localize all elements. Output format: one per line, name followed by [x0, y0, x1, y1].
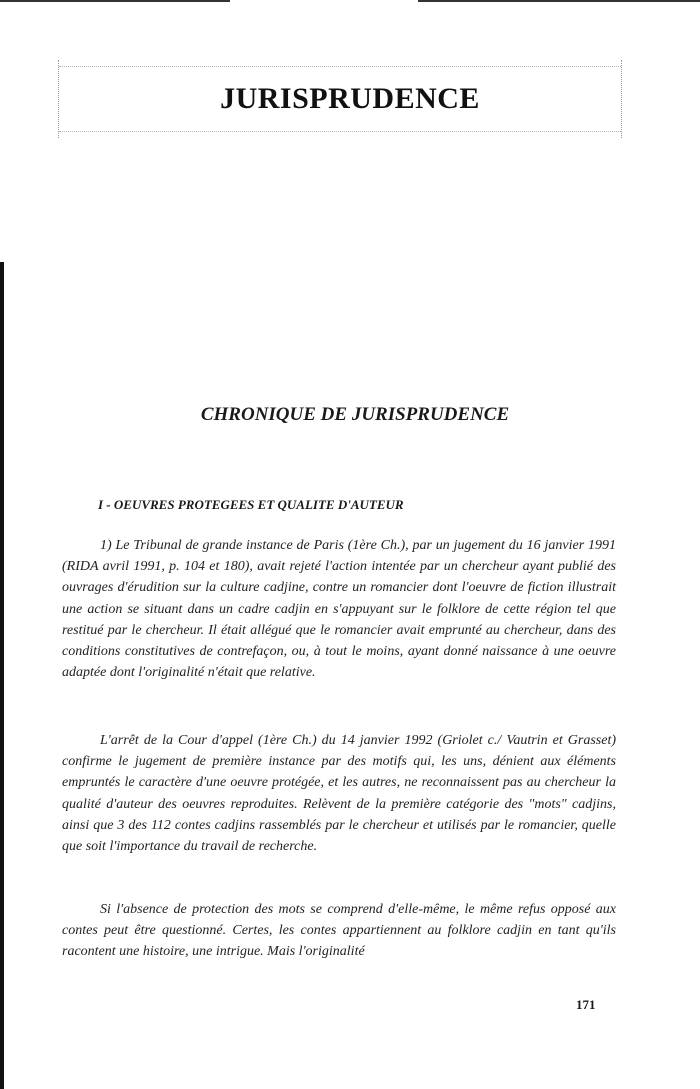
paragraph-1: 1) Le Tribunal de grande instance de Paris (1ère Ch.), par un jugement du 16 janvier 1991 (RIDA avril 1991, p. 104 et 180), avait rejeté l'action intentée par un chercheur ayant publié des ouvrages d'érudition sur la culture cadjine, contre un romancier dont l'oeuvre de fiction illustrait une action se situant dans un cadre cadjin en s'appuyant sur le folklore de cette région tel que restitué par le chercheur. Il était allégué que le romancier avait emprunté au chercheur, dans des conditions constitutives de contrefaçon, ou, à tout le moins, ayant donné naissance à une oeuvre adaptée dont l'originalité n'était que relative. — [62, 538, 616, 681]
page-number: 171 — [576, 997, 596, 1012]
top-rule-left — [0, 0, 230, 2]
subsection-heading: I - OEUVRES PROTEGEES ET QUALITE D'AUTEUR — [98, 497, 404, 512]
scan-edge — [0, 262, 4, 1089]
top-rule-right — [418, 0, 700, 2]
chronicle-title: CHRONIQUE DE JURISPRUDENCE — [200, 404, 510, 425]
section-heading: JURISPRUDENCE — [220, 82, 480, 115]
paragraph-2: L'arrêt de la Cour d'appel (1ère Ch.) du 14 janvier 1992 (Griolet c./ Vautrin et Grasset) confirme le jugement de première instance par des motifs qui, les uns, dénient aux éléments empruntés le caractère d'une oeuvre protégée, et les autres, ne reconnaissent pas au chercheur la qualité d'auteur des oeuvres reproduites. Relèvent de la première catégorie des "mots" cadjins, ainsi que 3 des 112 contes cadjins rassemblés par le chercheur et utilisés par le romancier, quelle que soit l'importance du travail de recherche. — [62, 733, 616, 855]
paragraph-3: Si l'absence de protection des mots se comprend d'elle-même, le même refus opposé aux contes peut être questionné. Certes, les contes appartiennent au folklore cadjin en tant qu'ils racontent une histoire, une intrigue. Mais l'originalité — [62, 902, 616, 960]
